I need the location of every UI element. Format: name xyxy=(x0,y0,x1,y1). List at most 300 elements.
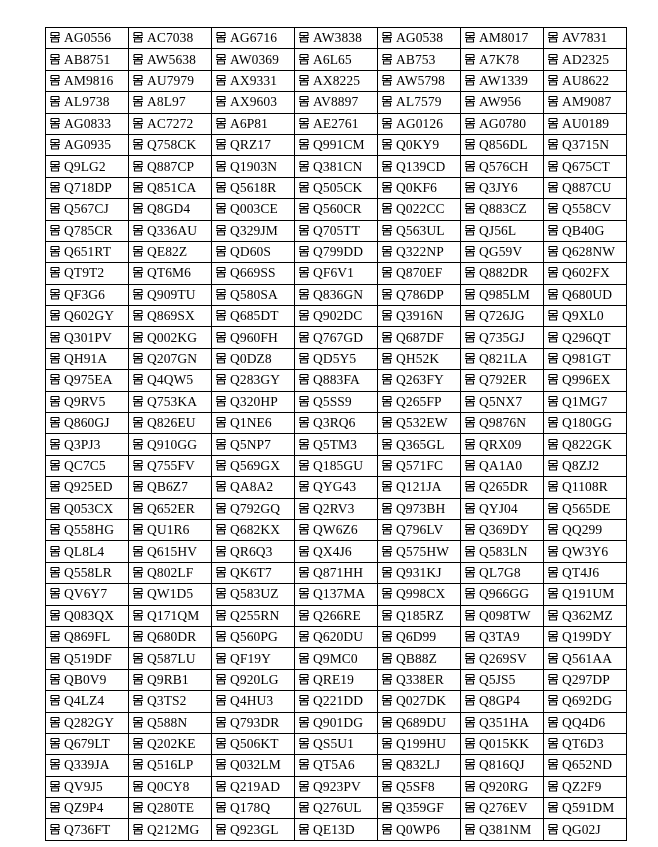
code-cell xyxy=(544,755,627,776)
korean-syllable-icon xyxy=(298,202,310,214)
cell-code-text: Q516LP xyxy=(147,757,194,773)
korean-syllable-icon xyxy=(215,480,227,492)
korean-syllable-icon xyxy=(132,245,144,257)
cell-code-text: Q0KF6 xyxy=(396,179,438,195)
korean-syllable-icon xyxy=(547,53,559,65)
cell-code-text: QYG43 xyxy=(313,479,357,495)
korean-syllable-icon xyxy=(381,587,393,599)
korean-syllable-icon xyxy=(215,780,227,792)
cell-code-text: Q202KE xyxy=(147,736,196,752)
cell-code-text: QH52K xyxy=(396,351,440,367)
code-cell xyxy=(544,584,627,605)
korean-syllable-icon xyxy=(381,438,393,450)
code-cell xyxy=(295,562,378,583)
code-cell xyxy=(378,348,461,369)
korean-syllable-icon xyxy=(298,438,310,450)
code-cell xyxy=(46,306,129,327)
grid-row xyxy=(46,691,627,712)
code-cell xyxy=(461,733,544,754)
korean-syllable-icon xyxy=(298,566,310,578)
cell-code-text: QQ4D6 xyxy=(562,714,606,730)
korean-syllable-icon xyxy=(49,31,61,43)
korean-syllable-icon xyxy=(49,587,61,599)
code-cell xyxy=(461,691,544,712)
cell-code-text: Q925ED xyxy=(64,479,113,495)
korean-syllable-icon xyxy=(49,737,61,749)
code-cell xyxy=(46,776,129,797)
korean-syllable-icon xyxy=(547,823,559,835)
korean-syllable-icon xyxy=(132,309,144,321)
code-cell xyxy=(295,776,378,797)
code-cell xyxy=(129,584,212,605)
korean-syllable-icon xyxy=(381,31,393,43)
code-cell xyxy=(544,455,627,476)
korean-syllable-icon xyxy=(547,694,559,706)
cell-code-text: Q1NE6 xyxy=(230,415,272,431)
code-cell xyxy=(212,798,295,819)
korean-syllable-icon xyxy=(464,31,476,43)
korean-syllable-icon xyxy=(381,395,393,407)
cell-code-text: QA1A0 xyxy=(479,458,523,473)
korean-syllable-icon xyxy=(132,138,144,150)
code-cell xyxy=(295,413,378,434)
korean-syllable-icon xyxy=(464,160,476,172)
code-cell xyxy=(129,241,212,262)
code-cell xyxy=(544,28,627,49)
cell-code-text: AG0780 xyxy=(479,115,527,131)
code-cell xyxy=(46,584,129,605)
code-cell xyxy=(295,477,378,498)
korean-syllable-icon xyxy=(215,245,227,257)
korean-syllable-icon xyxy=(298,181,310,193)
cell-code-text: Q583LN xyxy=(479,543,528,559)
code-cell xyxy=(461,284,544,305)
cell-code-text: QG59V xyxy=(479,244,523,260)
cell-code-text: Q276UL xyxy=(313,800,362,816)
grid-row xyxy=(46,755,627,776)
code-cell xyxy=(129,648,212,669)
korean-syllable-icon xyxy=(132,95,144,107)
korean-syllable-icon xyxy=(464,202,476,214)
cell-code-text: Q767GD xyxy=(313,329,364,345)
korean-syllable-icon xyxy=(215,31,227,43)
korean-syllable-icon xyxy=(547,737,559,749)
code-cell xyxy=(378,241,461,262)
code-cell xyxy=(461,263,544,284)
code-cell xyxy=(46,241,129,262)
korean-syllable-icon xyxy=(381,53,393,65)
code-cell xyxy=(461,776,544,797)
code-cell xyxy=(378,605,461,626)
korean-syllable-icon xyxy=(464,545,476,557)
korean-syllable-icon xyxy=(381,630,393,642)
cell-code-text: Q9LG2 xyxy=(64,158,106,174)
cell-code-text: Q991CM xyxy=(313,137,365,153)
cell-code-text: Q832LJ xyxy=(396,757,441,773)
code-cell xyxy=(46,49,129,70)
code-cell xyxy=(295,434,378,455)
korean-syllable-icon xyxy=(132,31,144,43)
code-cell xyxy=(212,605,295,626)
cell-code-text: Q5TM3 xyxy=(313,436,357,452)
code-cell xyxy=(46,113,129,134)
korean-syllable-icon xyxy=(132,609,144,621)
korean-syllable-icon xyxy=(464,630,476,642)
korean-syllable-icon xyxy=(381,823,393,835)
korean-syllable-icon xyxy=(49,502,61,514)
code-cell xyxy=(378,584,461,605)
korean-syllable-icon xyxy=(132,716,144,728)
korean-syllable-icon xyxy=(547,245,559,257)
code-cell xyxy=(544,199,627,220)
korean-syllable-icon xyxy=(215,95,227,107)
korean-syllable-icon xyxy=(215,737,227,749)
korean-syllable-icon xyxy=(132,288,144,300)
code-cell xyxy=(46,669,129,690)
code-cell xyxy=(378,477,461,498)
korean-syllable-icon xyxy=(547,673,559,685)
cell-code-text: AV7831 xyxy=(562,30,608,46)
korean-syllable-icon xyxy=(464,737,476,749)
code-cell xyxy=(461,562,544,583)
korean-syllable-icon xyxy=(49,224,61,236)
korean-syllable-icon xyxy=(132,694,144,706)
code-cell xyxy=(544,733,627,754)
cell-code-text: QW6Z6 xyxy=(313,522,358,538)
korean-syllable-icon xyxy=(547,309,559,321)
code-cell xyxy=(378,306,461,327)
grid-row xyxy=(46,177,627,198)
code-cell xyxy=(46,92,129,113)
code-cell xyxy=(46,413,129,434)
korean-syllable-icon xyxy=(49,523,61,535)
korean-syllable-icon xyxy=(547,352,559,364)
cell-code-text: Q569GX xyxy=(230,458,281,473)
code-cell xyxy=(129,284,212,305)
cell-code-text: Q560PG xyxy=(230,629,278,645)
cell-code-text: Q851CA xyxy=(147,179,197,195)
cell-code-text: Q685DT xyxy=(230,308,279,324)
code-cell xyxy=(544,541,627,562)
cell-code-text: QC7C5 xyxy=(64,458,106,473)
grid-row xyxy=(46,263,627,284)
korean-syllable-icon xyxy=(547,160,559,172)
code-cell xyxy=(461,584,544,605)
cell-code-text: Q280TE xyxy=(147,800,195,816)
code-cell xyxy=(46,284,129,305)
cell-code-text: Q675CT xyxy=(562,158,610,174)
cell-code-text: Q212MG xyxy=(147,821,200,837)
code-cell xyxy=(46,391,129,412)
korean-syllable-icon xyxy=(49,459,61,471)
code-cell xyxy=(129,498,212,519)
korean-syllable-icon xyxy=(298,138,310,150)
cell-code-text: AW956 xyxy=(479,94,522,110)
korean-syllable-icon xyxy=(215,373,227,385)
cell-code-text: Q283GY xyxy=(230,372,281,388)
cell-code-text: Q753KA xyxy=(147,393,198,409)
korean-syllable-icon xyxy=(381,309,393,321)
grid-row xyxy=(46,156,627,177)
korean-syllable-icon xyxy=(547,266,559,278)
korean-syllable-icon xyxy=(298,416,310,428)
cell-code-text: QL8L4 xyxy=(64,543,105,559)
korean-syllable-icon xyxy=(464,331,476,343)
code-cell xyxy=(46,691,129,712)
cell-code-text: QV9J5 xyxy=(64,778,103,794)
code-cell xyxy=(129,455,212,476)
code-cell xyxy=(461,113,544,134)
korean-syllable-icon xyxy=(464,416,476,428)
cell-code-text: Q191UM xyxy=(562,586,615,602)
cell-code-text: QZ2F9 xyxy=(562,778,602,794)
korean-syllable-icon xyxy=(547,609,559,621)
code-cell xyxy=(46,541,129,562)
code-cell xyxy=(295,712,378,733)
cell-code-text: QB88Z xyxy=(396,650,437,666)
korean-syllable-icon xyxy=(547,438,559,450)
code-cell xyxy=(129,28,212,49)
cell-code-text: Q870EF xyxy=(396,265,443,281)
cell-code-text: Q0KY9 xyxy=(396,137,440,153)
code-cell xyxy=(129,819,212,840)
cell-code-text: QG02J xyxy=(562,821,601,837)
korean-syllable-icon xyxy=(132,459,144,471)
korean-syllable-icon xyxy=(464,523,476,535)
code-cell xyxy=(129,306,212,327)
grid-row xyxy=(46,733,627,754)
cell-code-text: Q1108R xyxy=(562,479,608,495)
korean-syllable-icon xyxy=(49,309,61,321)
korean-syllable-icon xyxy=(381,202,393,214)
korean-syllable-icon xyxy=(298,245,310,257)
korean-syllable-icon xyxy=(298,480,310,492)
code-cell xyxy=(461,199,544,220)
cell-code-text: AG0538 xyxy=(396,30,444,46)
korean-syllable-icon xyxy=(215,202,227,214)
code-cell xyxy=(129,626,212,647)
korean-syllable-icon xyxy=(298,31,310,43)
code-cell xyxy=(544,70,627,91)
cell-code-text: Q5618R xyxy=(230,179,277,195)
korean-syllable-icon xyxy=(298,266,310,278)
korean-syllable-icon xyxy=(298,224,310,236)
cell-code-text: Q565DE xyxy=(562,500,611,516)
cell-code-text: Q652ND xyxy=(562,757,613,773)
code-cell xyxy=(378,498,461,519)
code-cell xyxy=(212,519,295,540)
cell-code-text: QT4J6 xyxy=(562,564,600,580)
code-cell xyxy=(295,541,378,562)
code-cell xyxy=(378,798,461,819)
code-cell xyxy=(212,70,295,91)
code-cell xyxy=(378,519,461,540)
cell-code-text: Q793DR xyxy=(230,714,280,730)
korean-syllable-icon xyxy=(215,523,227,535)
korean-syllable-icon xyxy=(215,416,227,428)
korean-syllable-icon xyxy=(547,416,559,428)
korean-syllable-icon xyxy=(49,181,61,193)
korean-syllable-icon xyxy=(215,181,227,193)
code-cell xyxy=(212,648,295,669)
korean-syllable-icon xyxy=(298,95,310,107)
code-cell xyxy=(129,669,212,690)
code-cell xyxy=(461,327,544,348)
cell-code-text: Q5NP7 xyxy=(230,436,272,452)
code-cell xyxy=(544,434,627,455)
cell-code-text: AC7272 xyxy=(147,115,194,131)
cell-code-text: Q359GF xyxy=(396,800,444,816)
korean-syllable-icon xyxy=(132,652,144,664)
korean-syllable-icon xyxy=(547,630,559,642)
code-cell xyxy=(544,776,627,797)
cell-code-text: AM9816 xyxy=(64,72,114,88)
korean-syllable-icon xyxy=(215,395,227,407)
korean-syllable-icon xyxy=(381,737,393,749)
cell-code-text: AD2325 xyxy=(562,51,610,67)
cell-code-text: AM9087 xyxy=(562,94,612,110)
code-cell xyxy=(212,28,295,49)
cell-code-text: Q558LR xyxy=(64,564,112,580)
korean-syllable-icon xyxy=(298,288,310,300)
cell-code-text: Q336AU xyxy=(147,222,198,238)
korean-syllable-icon xyxy=(49,566,61,578)
code-cell xyxy=(295,733,378,754)
code-cell xyxy=(46,477,129,498)
korean-syllable-icon xyxy=(215,566,227,578)
korean-syllable-icon xyxy=(49,545,61,557)
cell-code-text: Q0CY8 xyxy=(147,778,190,794)
grid-row xyxy=(46,199,627,220)
code-cell xyxy=(544,477,627,498)
code-cell xyxy=(295,798,378,819)
grid-row xyxy=(46,626,627,647)
korean-syllable-icon xyxy=(215,801,227,813)
korean-syllable-icon xyxy=(49,74,61,86)
cell-code-text: Q2RV3 xyxy=(313,500,355,516)
code-cell xyxy=(46,220,129,241)
code-cell xyxy=(461,28,544,49)
code-cell xyxy=(378,263,461,284)
cell-code-text: Q669SS xyxy=(230,265,276,281)
cell-code-text: Q883CZ xyxy=(479,201,527,217)
cell-code-text: Q351HA xyxy=(479,714,530,730)
cell-code-text: Q002KG xyxy=(147,329,198,345)
cell-code-text: Q705TT xyxy=(313,222,361,238)
cell-code-text: Q591DM xyxy=(562,800,615,816)
cell-code-text: Q265DR xyxy=(479,479,529,495)
korean-syllable-icon xyxy=(132,780,144,792)
korean-syllable-icon xyxy=(298,801,310,813)
cell-code-text: Q365GL xyxy=(396,436,445,452)
korean-syllable-icon xyxy=(215,160,227,172)
cell-code-text: QE82Z xyxy=(147,244,188,260)
korean-syllable-icon xyxy=(381,673,393,685)
cell-code-text: Q9XL0 xyxy=(562,308,604,324)
code-cell xyxy=(295,691,378,712)
korean-syllable-icon xyxy=(464,609,476,621)
grid-row xyxy=(46,28,627,49)
grid-row xyxy=(46,413,627,434)
cell-code-text: Q297DP xyxy=(562,671,610,687)
code-cell xyxy=(378,691,461,712)
korean-syllable-icon xyxy=(464,245,476,257)
code-cell xyxy=(544,798,627,819)
cell-code-text: Q5JS5 xyxy=(479,671,516,687)
code-cell xyxy=(295,327,378,348)
cell-code-text: Q652ER xyxy=(147,500,195,516)
cell-code-text: QT5A6 xyxy=(313,757,355,773)
korean-syllable-icon xyxy=(215,716,227,728)
code-cell xyxy=(129,327,212,348)
cell-code-text: Q5SS9 xyxy=(313,393,352,409)
korean-syllable-icon xyxy=(381,352,393,364)
cell-code-text: Q792GQ xyxy=(230,500,281,516)
code-cell xyxy=(46,177,129,198)
korean-syllable-icon xyxy=(215,288,227,300)
cell-code-text: Q692DG xyxy=(562,693,613,709)
code-cell xyxy=(212,477,295,498)
korean-syllable-icon xyxy=(132,801,144,813)
cell-code-text: Q4LZ4 xyxy=(64,693,105,709)
korean-syllable-icon xyxy=(49,266,61,278)
code-cell xyxy=(295,370,378,391)
cell-code-text: Q027DK xyxy=(396,693,447,709)
code-cell xyxy=(129,370,212,391)
code-cell xyxy=(212,712,295,733)
korean-syllable-icon xyxy=(298,502,310,514)
code-cell xyxy=(295,156,378,177)
cell-code-text: Q3TS2 xyxy=(147,693,187,709)
code-cell xyxy=(212,819,295,840)
code-cell xyxy=(212,626,295,647)
cell-code-text: AU0189 xyxy=(562,115,610,131)
cell-code-text: QW3Y6 xyxy=(562,543,609,559)
cell-code-text: A6L65 xyxy=(313,51,352,67)
code-cell xyxy=(295,49,378,70)
cell-code-text: Q5SF8 xyxy=(396,778,435,794)
korean-syllable-icon xyxy=(298,630,310,642)
code-cell xyxy=(544,220,627,241)
cell-code-text: Q4HU3 xyxy=(230,693,274,709)
korean-syllable-icon xyxy=(215,53,227,65)
code-cell xyxy=(46,327,129,348)
cell-code-text: QQ299 xyxy=(562,522,603,538)
korean-syllable-icon xyxy=(215,630,227,642)
grid-row xyxy=(46,434,627,455)
cell-code-text: QF19Y xyxy=(230,650,272,666)
code-cell xyxy=(212,49,295,70)
cell-code-text: Q139CD xyxy=(396,158,446,174)
cell-code-text: QW1D5 xyxy=(147,586,194,602)
code-cell xyxy=(461,669,544,690)
grid-row xyxy=(46,819,627,840)
code-cell xyxy=(212,413,295,434)
korean-syllable-icon xyxy=(215,758,227,770)
korean-syllable-icon xyxy=(215,224,227,236)
cell-code-text: Q822GK xyxy=(562,436,613,452)
korean-syllable-icon xyxy=(49,609,61,621)
cell-code-text: Q282GY xyxy=(64,714,115,730)
cell-code-text: Q022CC xyxy=(396,201,445,217)
cell-code-text: AW5798 xyxy=(396,72,446,88)
korean-syllable-icon xyxy=(132,181,144,193)
code-cell xyxy=(378,626,461,647)
code-cell xyxy=(378,391,461,412)
cell-code-text: QV6Y7 xyxy=(64,586,108,602)
code-cell xyxy=(378,134,461,155)
korean-syllable-icon xyxy=(132,502,144,514)
